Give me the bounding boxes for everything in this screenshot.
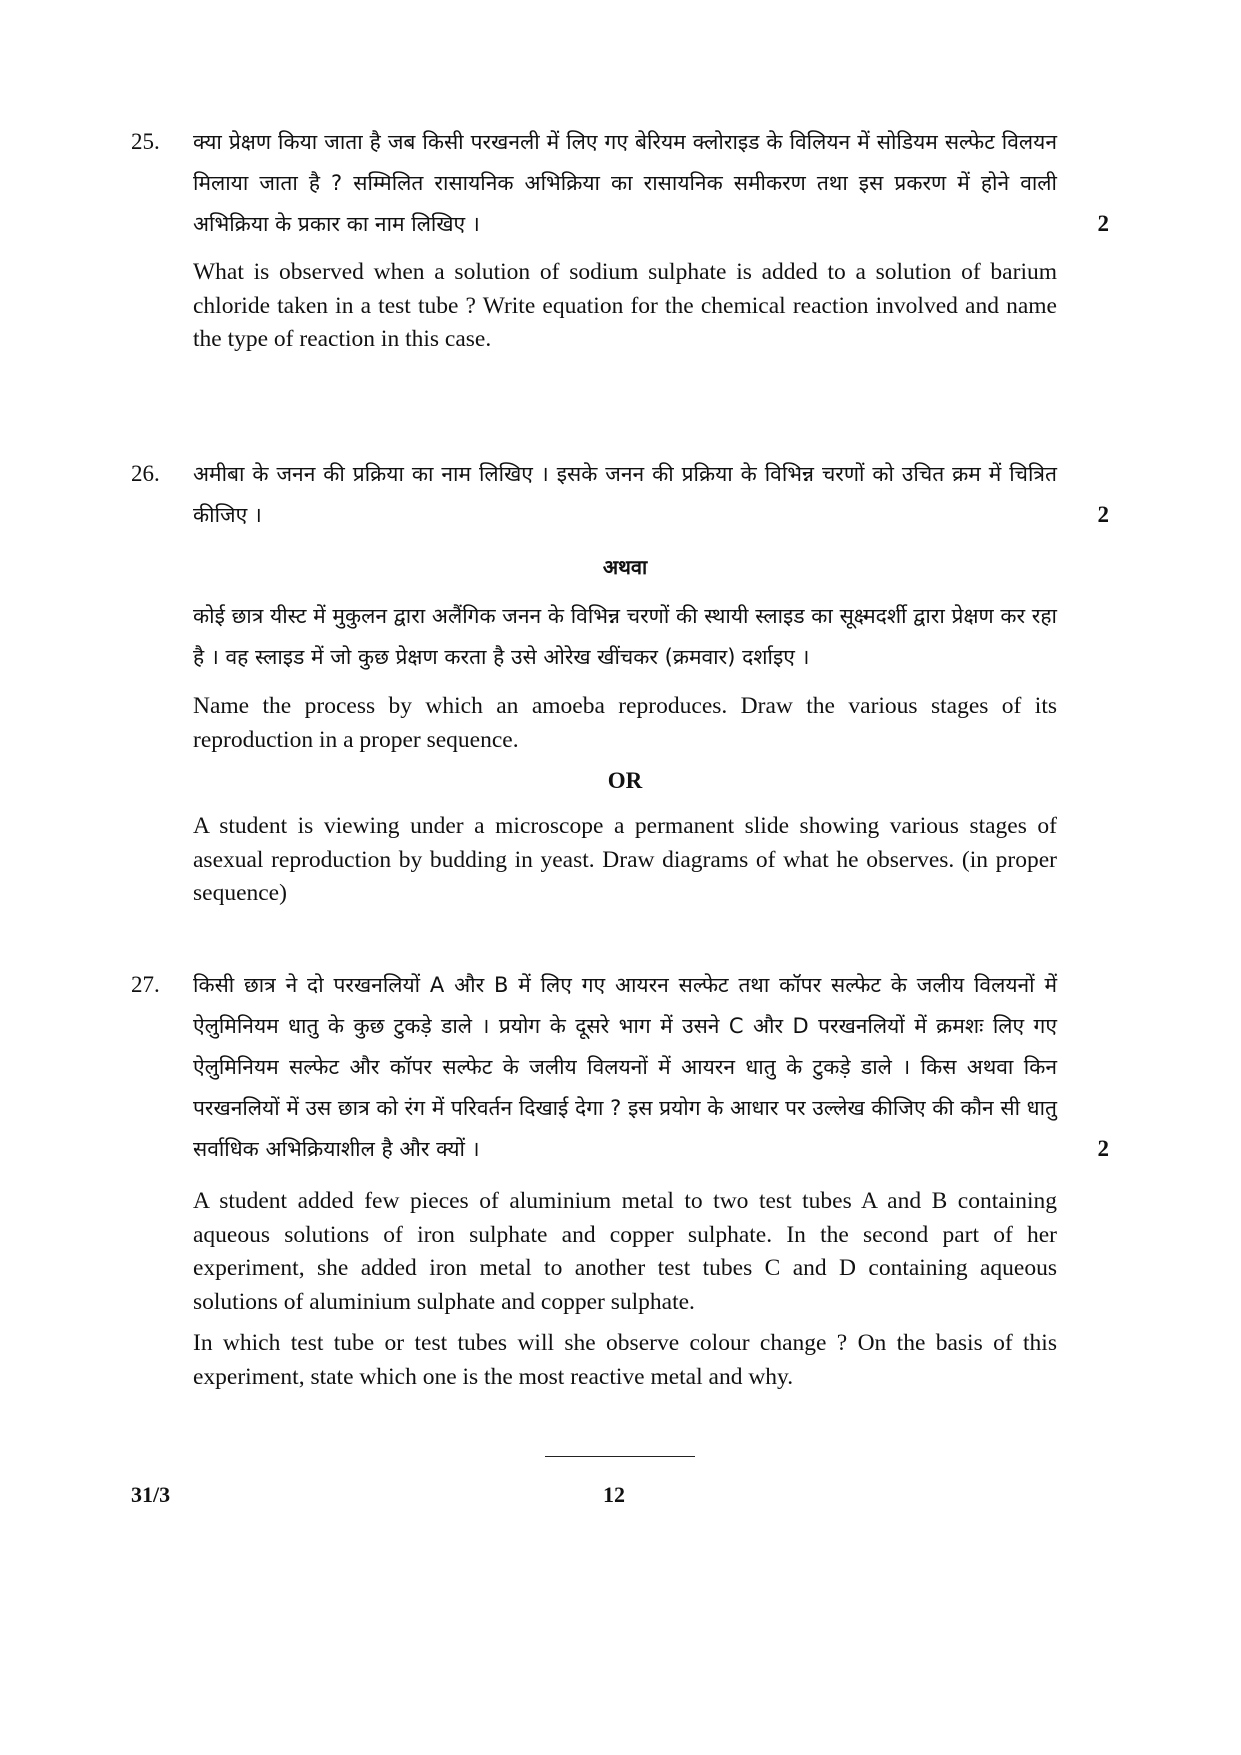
question-25-english-text: What is observed when a solution of sodium sulphate is added to a solution of barium chloride taken in a test tube ? Write equation for the chemical reaction involved and name the type of reaction in this case. (193, 259, 1057, 352)
question-26-hindi-text: अमीबा के जनन की प्रक्रिया का नाम लिखिए । इसके जनन की प्रक्रिया के विभिन्न चरणों को उचित क्रम में चित्रित कीजिए । (193, 462, 1057, 527)
question-26-english-alt-text: A student is viewing under a microscope a permanent slide showing various stages of asexual reproduction by budding in yeast. Draw diagrams of what he observes. (in proper sequence) (193, 813, 1057, 906)
paper-code: 31/3 (131, 1482, 171, 1507)
question-26-marks: 2 (1097, 502, 1109, 527)
end-of-page-rule (545, 1456, 695, 1457)
question-25-hindi-text: क्या प्रेक्षण किया जाता है जब किसी परखनली में लिए गए बेरियम क्लोराइड के विलियन में सोडियम सल्फेट विलयन मिलाया जाता है ? सम्मिलित रासायनिक अभिक्रिया का रासायनिक समीकरण तथा इस प्रकरण में होने वाली अभिक्रिया के प्रकार का नाम लिखिए । (193, 130, 1057, 236)
question-25-number: 25. (131, 129, 160, 154)
question-26-hindi-alt-text: कोई छात्र यीस्ट में मुकुलन द्वारा अलैंगिक जनन के विभिन्न चरणों की स्थायी स्लाइड का सूक्ष्मदर्शी द्वारा प्रेक्षण कर रहा है । वह स्लाइड में जो कुछ प्रेक्षण करता है उसे ओरेख खींचकर (क्रमवार) दर्शाइए । (193, 604, 1057, 669)
question-26-number: 26. (131, 461, 160, 486)
page-number: 12 (603, 1482, 625, 1507)
question-26-english-text: Name the process by which an amoeba reproduces. Draw the various stages of its reproduction in a proper sequence. (193, 693, 1057, 753)
question-27-number: 27. (131, 972, 160, 997)
question-27-hindi-text: किसी छात्र ने दो परखनलियों A और B में लिए गए आयरन सल्फेट तथा कॉपर सल्फेट के जलीय विलयनों में ऐलुमिनियम धातु के कुछ टुकड़े डाले । प्रयोग के दूसरे भाग में उसने C और D परखनलियों में क्रमशः लिए गए ऐलुमिनियम सल्फेट और कॉपर सल्फेट के जलीय विलयनों में आयरन धातु के टुकड़े डाले । किस अथवा किन परखनलियों में उस छात्र को रंग में परिवर्तन दिखाई देगा ? इस प्रयोग के आधार पर उल्लेख कीजिए की कौन सी धातु सर्वाधिक अभिक्रियाशील है और क्यों । (193, 973, 1058, 1161)
question-25-marks: 2 (1097, 211, 1109, 236)
question-27-marks: 2 (1097, 1136, 1109, 1161)
question-26-or-english: OR (607, 768, 643, 793)
question-26-or-hindi: अथवा (602, 555, 648, 579)
question-27-english-text: A student added few pieces of aluminium metal to two test tubes A and B containing aqueous solutions of iron sulphate and copper sulphate. In the second part of her experiment, she added iron metal to another test tubes C and D containing aqueous solutions of aluminium sulphate and copper sulphate. (193, 1188, 1057, 1315)
question-27-english-text-2: In which test tube or test tubes will she observe colour change ? On the basis of this experiment, state which one is the most reactive metal and why. (193, 1330, 1057, 1390)
